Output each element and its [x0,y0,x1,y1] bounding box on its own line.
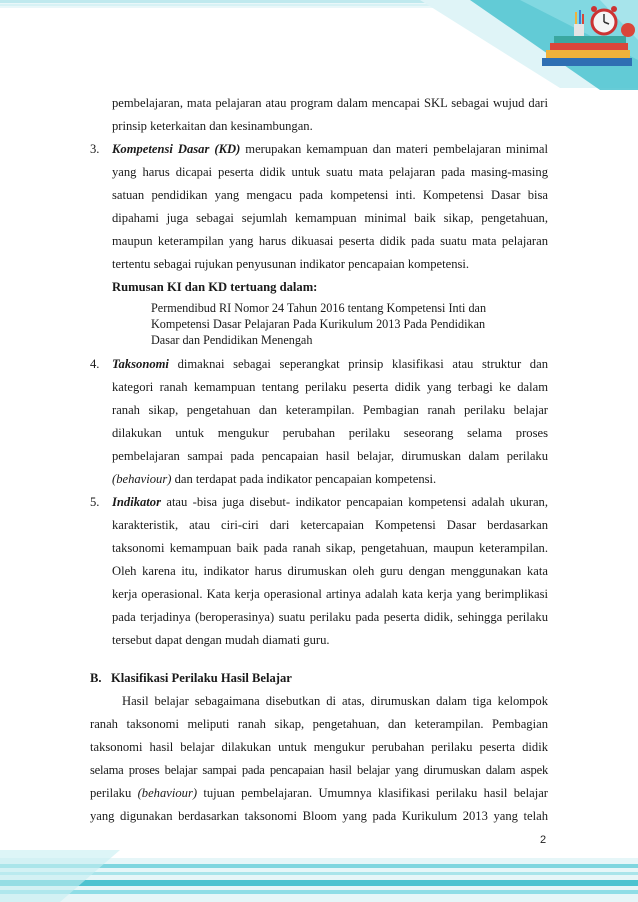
header-decoration [0,0,638,90]
intro-line: pembelajaran, mata pelajaran atau program dalam mencapai SKL sebagai wujud dari [112,96,548,110]
paragraph-line: yang harus dicapai peserta didik untuk suatu mata pelajaran pada masing-masing [112,165,548,179]
header-stripes [0,0,470,6]
paragraph-line [90,785,548,801]
quote-line: Permendibud RI Nomor 24 Tahun 2016 tentang Kompetensi Inti dan [151,301,487,315]
term-behaviour: (behaviour) [112,472,172,486]
paragraph-line: taksonomi hasil belajar dilakukan untuk mengukur perubahan perilaku peserta didik [90,740,548,754]
paragraph-line: ranah sikap, pengetahuan dan keterampilan. Pembagian ranah perilaku belajar [112,403,548,417]
paragraph-line [112,471,436,487]
term-kompetensi-dasar: Kompetensi Dasar (KD) [112,142,241,156]
text-run: tujuan pembelajaran. Umumnya klasifikasi perilaku hasil belajar [197,786,548,800]
paragraph-line: satuan pendidikan yang mengacu pada kompetensi inti. Kompetensi Dasar bisa [112,188,548,202]
paragraph-line: karakteristik, atau ciri-ciri dari ketercapaian Kompetensi Dasar berdasarkan [112,518,548,532]
term-taksonomi: Taksonomi [112,357,169,371]
list-item-first-line [112,494,548,510]
text-run: atau -bisa juga disebut- indikator pencapaian kompetensi adalah ukuran, [161,495,548,509]
text-run: merupakan kemampuan dan materi pembelajaran minimal [240,142,548,156]
paragraph-line: maupun keterampilan yang harus dikuasai peserta didik pada suatu mata pelajaran [112,234,548,248]
term-behaviour: (behaviour) [137,786,198,800]
apple-icon [621,23,635,37]
quote-line: Kompetensi Dasar Pelajaran Pada Kurikulum 2013 Pada Pendidikan [151,317,486,331]
intro-line: prinsip keterkaitan dan kesinambungan. [112,119,313,133]
paragraph-line: ranah taksonomi meliputi ranah sikap, pengetahuan, dan keterampilan. Pembagian [90,717,548,731]
paragraph-line: dipahami juga sebagai sejumlah kemampuan minimal baik sikap, pengetahuan, [112,211,548,225]
text-run: dimaknai sebagai seperangkat prinsip klasifikasi atau struktur dan [168,357,548,371]
footer-decoration [0,820,638,902]
rumusan-heading: Rumusan KI dan KD tertuang dalam: [112,280,318,294]
list-number: 5. [90,495,100,509]
text-run: perilaku [90,786,138,800]
list-number: 4. [90,357,100,371]
alarm-clock-icon [591,6,617,34]
term-indikator: Indikator [112,495,161,509]
paragraph-line: Oleh karena itu, indikator harus dirumuskan oleh guru dengan menggunakan kata [112,564,548,578]
list-number: 3. [90,142,100,156]
paragraph-line: pembelajaran sampai pada pencapaian hasil belajar, dirumuskan dalam perilaku [112,449,548,463]
books-illustration [542,36,632,66]
page-number: 2 [540,834,547,846]
paragraph-line: dilakukan untuk mengukur perubahan perilaku seseorang selama proses [112,426,548,440]
paragraph-line: selama proses belajar sampai pada pencapaian hasil belajar yang dirumuskan dalam aspek [90,763,548,777]
paragraph-line: pada terjadinya (beroperasinya) suatu perilaku pada peserta didik, sehingga perilaku [112,610,548,624]
paragraph-line: yang digunakan berdasarkan taksonomi Bloom yang pada Kurikulum 2013 yang telah [90,809,548,823]
list-item-first-line [112,356,548,372]
paragraph-line: taksonomi kemampuan baik pada ranah sikap, pengetahuan, maupun keterampilan. [112,541,548,555]
paragraph-line: kategori ranah kemampuan tentang perilaku peserta didik yang terbagi ke dalam [112,380,548,394]
text-run: dan terdapat pada indikator pencapaian kompetensi. [171,472,437,486]
paragraph-line: tertentu sebagai rujukan penyusunan indikator pencapaian kompetensi. [112,257,470,271]
section-heading: B. Klasifikasi Perilaku Hasil Belajar [90,671,292,685]
paragraph-line: kerja operasional. Kata kerja operasional artinya adalah kata kerja yang berimplikasi [112,587,548,601]
list-item-first-line [112,141,548,157]
quote-line: Dasar dan Pendidikan Menengah [151,333,313,347]
paragraph-line: Hasil belajar sebagaimana disebutkan di atas, dirumuskan dalam tiga kelompok [122,694,548,708]
paragraph-line: tersebut dapat dengan mudah diamati guru. [112,633,330,647]
